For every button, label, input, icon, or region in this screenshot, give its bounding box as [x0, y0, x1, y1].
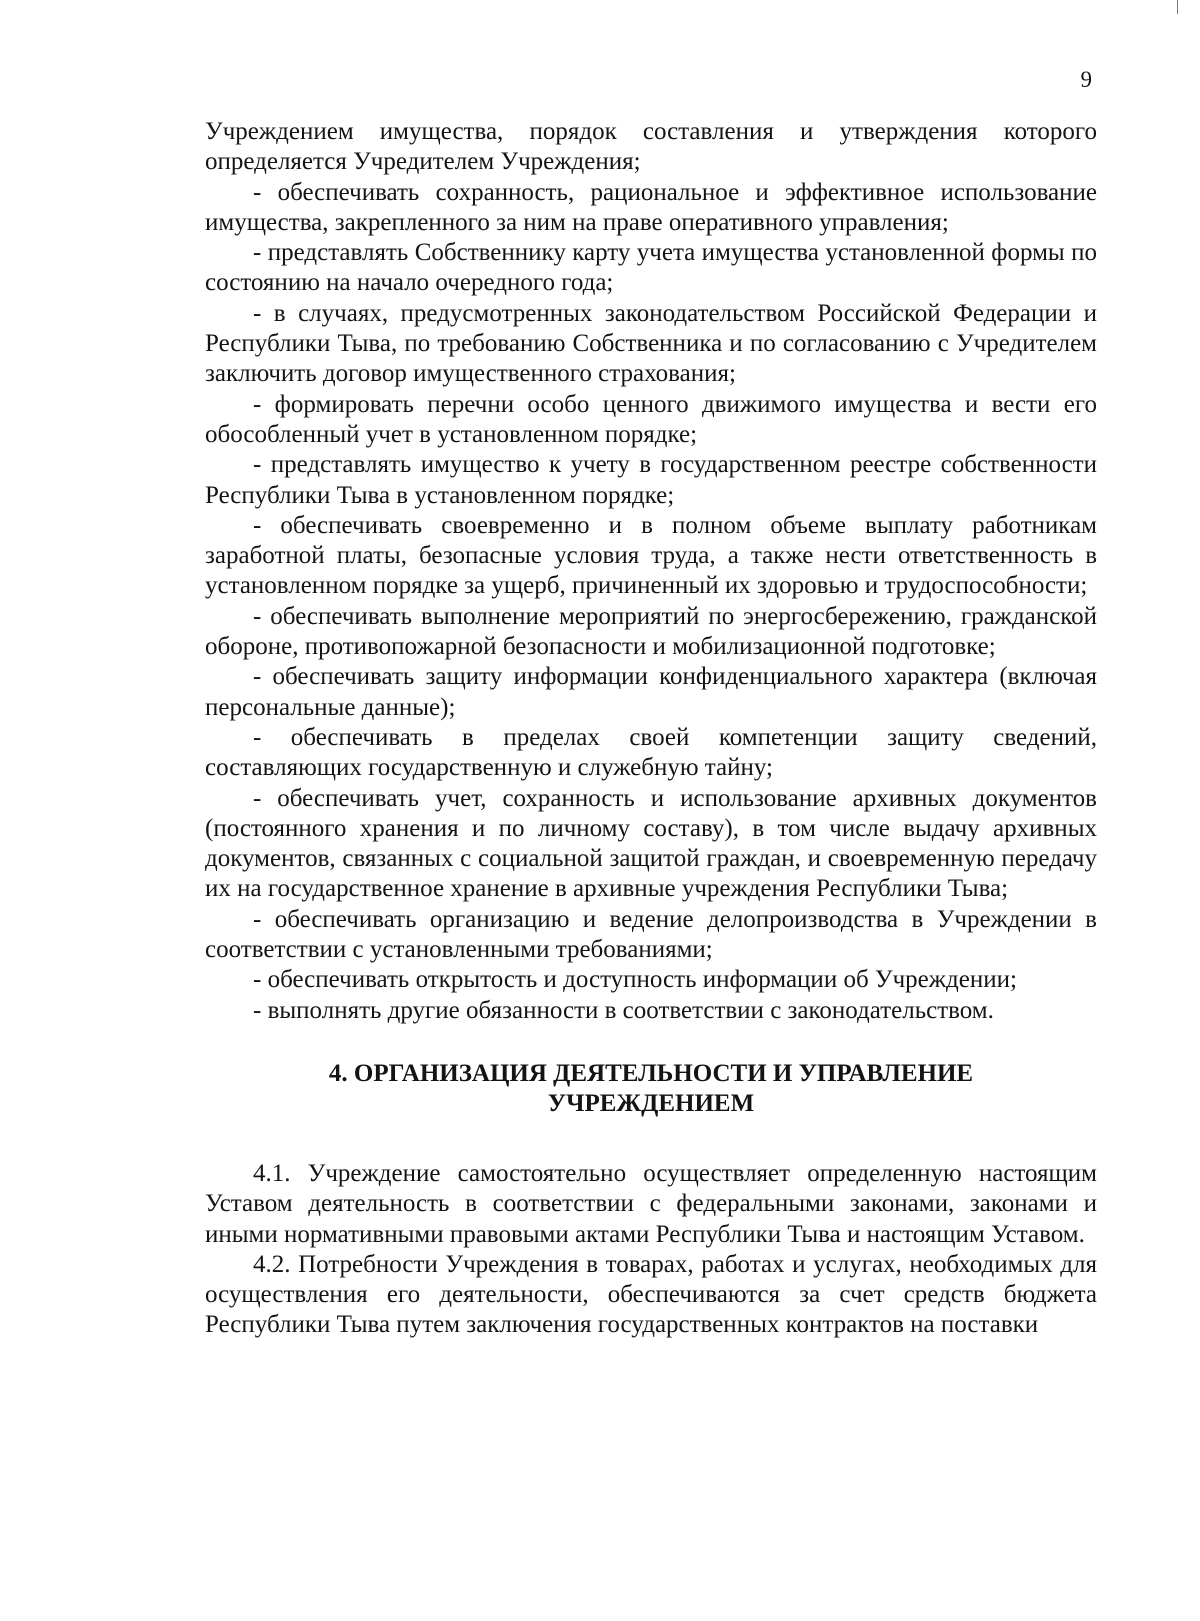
section-heading-line: 4. ОРГАНИЗАЦИЯ ДЕЯТЕЛЬНОСТИ И УПРАВЛЕНИЕ	[328, 1059, 974, 1087]
page-number: 9	[1080, 67, 1092, 92]
list-item: - представлять Собственнику карту учета имущества установленной формы по состоянию на начало очередного года;	[205, 239, 1097, 297]
clause-4-1: 4.1. Учреждение самостоятельно осуществляет определенную настоящим Уставом деятельность в соответствии с федеральными законами, законами и иными нормативными правовыми актами Республики Тыва и настоящим Уставом.	[205, 1159, 1097, 1248]
clause-4-2: 4.2. Потребности Учреждения в товарах, работах и услугах, необходимых для осуществления его деятельности, обеспечиваются за счет средств бюджета Республики Тыва путем заключения государственных контрактов на поставки	[205, 1250, 1097, 1339]
list-item: - обеспечивать учет, сохранность и использование архивных документов (постоянного хранения и по личному составу), в том числе выдачу архивных документов, связанных с социальной защитой граждан, и своевременную передачу их на государственное хранение в архивные учреждения Республики Тыва;	[205, 784, 1097, 903]
list-item: - выполнять другие обязанности в соответствии с законодательством.	[253, 996, 994, 1024]
list-item: - обеспечивать в пределах своей компетенции защиту сведений, составляющих государственную и служебную тайну;	[205, 723, 1097, 782]
section-heading-line: УЧРЕЖДЕНИЕМ	[547, 1090, 755, 1118]
list-item: - представлять имущество к учету в государственном реестре собственности Республики Тыва в установленном порядке;	[205, 451, 1097, 509]
list-item: - обеспечивать своевременно и в полном объеме выплату работникам заработной платы, безопасные условия труда, а также нести ответственность в установленном порядке за ущерб, причиненный их здоровью и трудоспособности;	[205, 511, 1097, 600]
scan-edge-mark	[1177, 0, 1178, 14]
list-item: - формировать перечни особо ценного движимого имущества и вести его обособленный учет в установленном порядке;	[205, 390, 1097, 448]
list-item: - в случаях, предусмотренных законодательством Российской Федерации и Республики Тыва, по требованию Собственника и по согласованию с Учредителем заключить договор имущественного страхования;	[205, 299, 1097, 388]
list-item: - обеспечивать защиту информации конфиденциального характера (включая персональные данные);	[205, 663, 1097, 721]
list-item: - обеспечивать организацию и ведение делопроизводства в Учреждении в соответствии с установленными требованиями;	[205, 905, 1097, 964]
section-heading	[205, 1059, 1097, 1120]
paragraph-continuation: Учреждением имущества, порядок составления и утверждения которого определяется Учредителем Учреждения;	[205, 118, 1097, 176]
list-item: - обеспечивать сохранность, рациональное и эффективное использование имущества, закрепленного за ним на праве оперативного управления;	[205, 178, 1097, 236]
list-item: - обеспечивать выполнение мероприятий по энергосбережению, гражданской обороне, противопожарной безопасности и мобилизационной подготовке;	[205, 602, 1097, 661]
document-body	[205, 117, 1097, 1341]
list-item: - обеспечивать открытость и доступность информации об Учреждении;	[253, 966, 1017, 994]
